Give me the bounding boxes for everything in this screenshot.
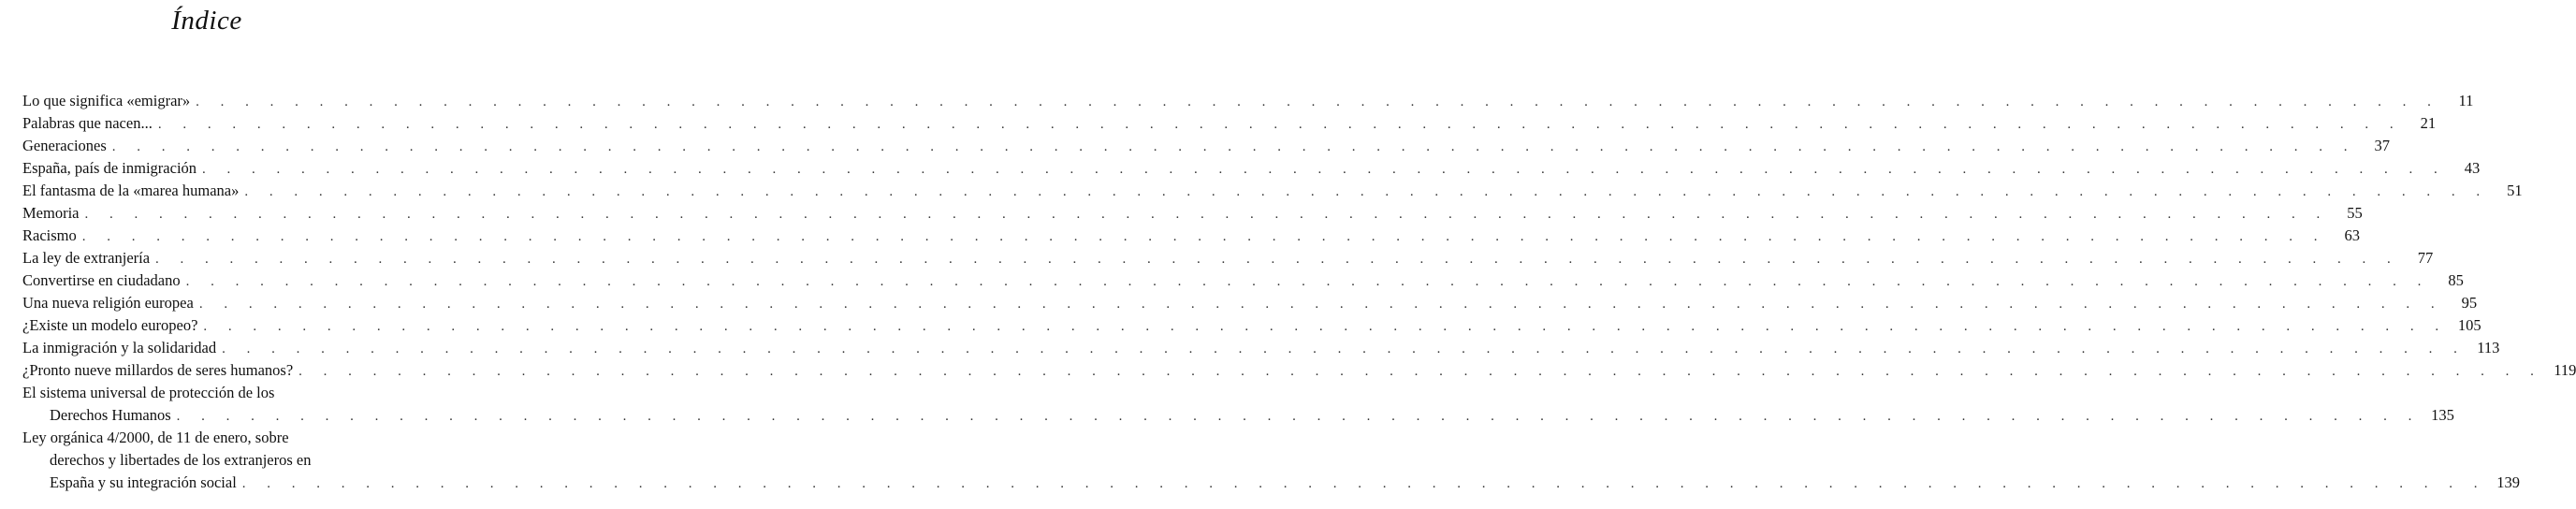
dot-leader: . . . . . . . . . . . . . . . . . . . . . . . . . . . . . . . . . . . . . . . . . . . . . . . . . . . . . . . . . . . . . . . . . . . . . . . . . . . . . . . . . . . . . . . . . . . (244, 184, 2489, 199)
dot-leader: . . . . . . . . . . . . . . . . . . . . . . . . . . . . . . . . . . . . . . . . . . . . . . . . . . . . . . . . . . . . . . . . . . . . . . . . . . . . . . . . . . . . . . . . . . . (196, 95, 2440, 109)
toc-entry[interactable] (22, 225, 2360, 247)
toc-page-number: 105 (2457, 316, 2481, 334)
toc-entry[interactable] (22, 247, 2434, 269)
toc-page-number: 119 (2554, 361, 2576, 379)
toc-entry-title: Palabras que nacen... (22, 114, 153, 132)
toc-entry-title: ¿Pronto nueve millardos de seres humanos? (22, 361, 294, 379)
dot-leader: . . . . . . . . . . . . . . . . . . . . . . . . . . . . . . . . . . . . . . . . . . . . . . . . . . . . . . . . . . . . . . . . . . . . . . . . . . . . . . . . . . . . . . . . . . . (81, 229, 2326, 244)
toc-entry-title: Ley orgánica 4/2000, de 11 de enero, sobre (22, 429, 289, 446)
toc-page-number: 55 (2347, 204, 2363, 222)
toc-entry-title: La inmigración y la solidaridad (22, 339, 217, 356)
toc-page-number: 51 (2507, 182, 2523, 199)
dot-leader: . . . . . . . . . . . . . . . . . . . . . . . . . . . . . . . . . . . . . . . . . . . . . . . . . . . . . . . . . . . . . . . . . . . . . . . . . . . . . . . . . . . . . . . . . . . (176, 409, 2421, 424)
dot-leader: . . . . . . . . . . . . . . . . . . . . . . . . . . . . . . . . . . . . . . . . . . . . . . . . . . . . . . . . . . . . . . . . . . . . . . . . . . . . . . . . . . . . . . . . . . . (203, 319, 2448, 334)
toc-entry-title: ¿Existe un modelo europeo? (22, 316, 198, 334)
toc-entry-title-continued: Derechos Humanos (50, 406, 171, 424)
dot-leader: . . . . . . . . . . . . . . . . . . . . . . . . . . . . . . . . . . . . . . . . . . . . . . . . . . . . . . . . . . . . . . . . . . . . . . . . . . . . . . . . . . . . . . . . . . . (185, 274, 2430, 289)
toc-page-number: 139 (2496, 473, 2521, 491)
toc-page-number: 11 (2458, 92, 2474, 109)
toc-entry[interactable] (22, 359, 2576, 382)
toc-entry-title: Una nueva religión europea (22, 294, 194, 312)
toc-entry[interactable] (22, 180, 2523, 202)
dot-leader: . . . . . . . . . . . . . . . . . . . . . . . . . . . . . . . . . . . . . . . . . . . . . . . . . . . . . . . . . . . . . . . . . . . . . . . . . . . . . . . . . . . . . . . . . . . (222, 342, 2467, 356)
toc-page-number: 77 (2417, 249, 2434, 267)
dot-leader: . . . . . . . . . . . . . . . . . . . . . . . . . . . . . . . . . . . . . . . . . . . . . . . . . . . . . . . . . . . . . . . . . . . . . . . . . . . . . . . . . . . . . . . . . . . (111, 139, 2357, 154)
page-title: Índice (171, 6, 242, 36)
dot-leader: . . . . . . . . . . . . . . . . . . . . . . . . . . . . . . . . . . . . . . . . . . . . . . . . . . . . . . . . . . . . . . . . . . . . . . . . . . . . . . . . . . . . . . . . . . . (241, 476, 2487, 491)
toc-entry-title: Convertirse en ciudadano (22, 271, 181, 289)
toc-entry-title: El sistema universal de protección de los (22, 384, 275, 401)
toc-entry-title: Memoria (22, 204, 80, 222)
toc-entry[interactable] (22, 112, 2437, 135)
toc-entry[interactable] (22, 427, 2521, 494)
dot-leader: . . . . . . . . . . . . . . . . . . . . . . . . . . . . . . . . . . . . . . . . . . . . . . . . . . . . . . . . . . . . . . . . . . . . . . . . . . . . . . . . . . . . . . . . . . . (84, 207, 2329, 222)
dot-leader: . . . . . . . . . . . . . . . . . . . . . . . . . . . . . . . . . . . . . . . . . . . . . . . . . . . . . . . . . . . . . . . . . . . . . . . . . . . . . . . . . . . . . . . . . . . (157, 117, 2403, 132)
toc-page-number: 37 (2374, 137, 2391, 154)
dot-leader: . . . . . . . . . . . . . . . . . . . . . . . . . . . . . . . . . . . . . . . . . . . . . . . . . . . . . . . . . . . . . . . . . . . . . . . . . . . . . . . . . . . . . . . . . . . (198, 297, 2444, 312)
toc-page-number: 135 (2431, 406, 2454, 424)
toc-entry[interactable] (22, 292, 2478, 314)
toc-entry[interactable] (22, 202, 2363, 225)
dot-leader: . . . . . . . . . . . . . . . . . . . . . . . . . . . . . . . . . . . . . . . . . . . . . . . . . . . . . . . . . . . . . . . . . . . . . . . . . . . . . . . . . . . . . . . . . . . (298, 364, 2543, 379)
toc-page-number: 43 (2464, 159, 2481, 177)
toc-entry-title: La ley de extranjería (22, 249, 151, 267)
toc-page-number: 63 (2344, 226, 2360, 244)
toc-entry-title: España, país de inmigración (22, 159, 197, 177)
toc-entry[interactable] (22, 157, 2481, 180)
table-of-contents (22, 90, 2576, 494)
toc-entry-title-continued: España y su integración social (50, 473, 237, 491)
toc-page-number: 21 (2420, 114, 2437, 132)
toc-entry-title: Lo que significa «emigrar» (22, 92, 191, 109)
toc-entry[interactable] (22, 337, 2500, 359)
toc-entry-title: Racismo (22, 226, 77, 244)
toc-page-number: 113 (2477, 339, 2500, 356)
toc-entry-title: Generaciones (22, 137, 107, 154)
dot-leader: . . . . . . . . . . . . . . . . . . . . . . . . . . . . . . . . . . . . . . . . . . . . . . . . . . . . . . . . . . . . . . . . . . . . . . . . . . . . . . . . . . . . . . . . . . . (202, 162, 2447, 177)
toc-entry-title: El fantasma de la «marea humana» (22, 182, 240, 199)
toc-entry[interactable] (22, 269, 2464, 292)
toc-entry[interactable] (22, 135, 2391, 157)
toc-entry[interactable] (22, 382, 2454, 427)
toc-entry-title-continued: derechos y libertades de los extranjeros en (50, 451, 312, 469)
dot-leader: . . . . . . . . . . . . . . . . . . . . . . . . . . . . . . . . . . . . . . . . . . . . . . . . . . . . . . . . . . . . . . . . . . . . . . . . . . . . . . . . . . . . . . . . . . . (155, 252, 2400, 267)
toc-page-number: 95 (2461, 294, 2478, 312)
toc-page-number: 85 (2448, 271, 2464, 289)
toc-entry[interactable] (22, 90, 2474, 112)
toc-entry[interactable] (22, 314, 2481, 337)
